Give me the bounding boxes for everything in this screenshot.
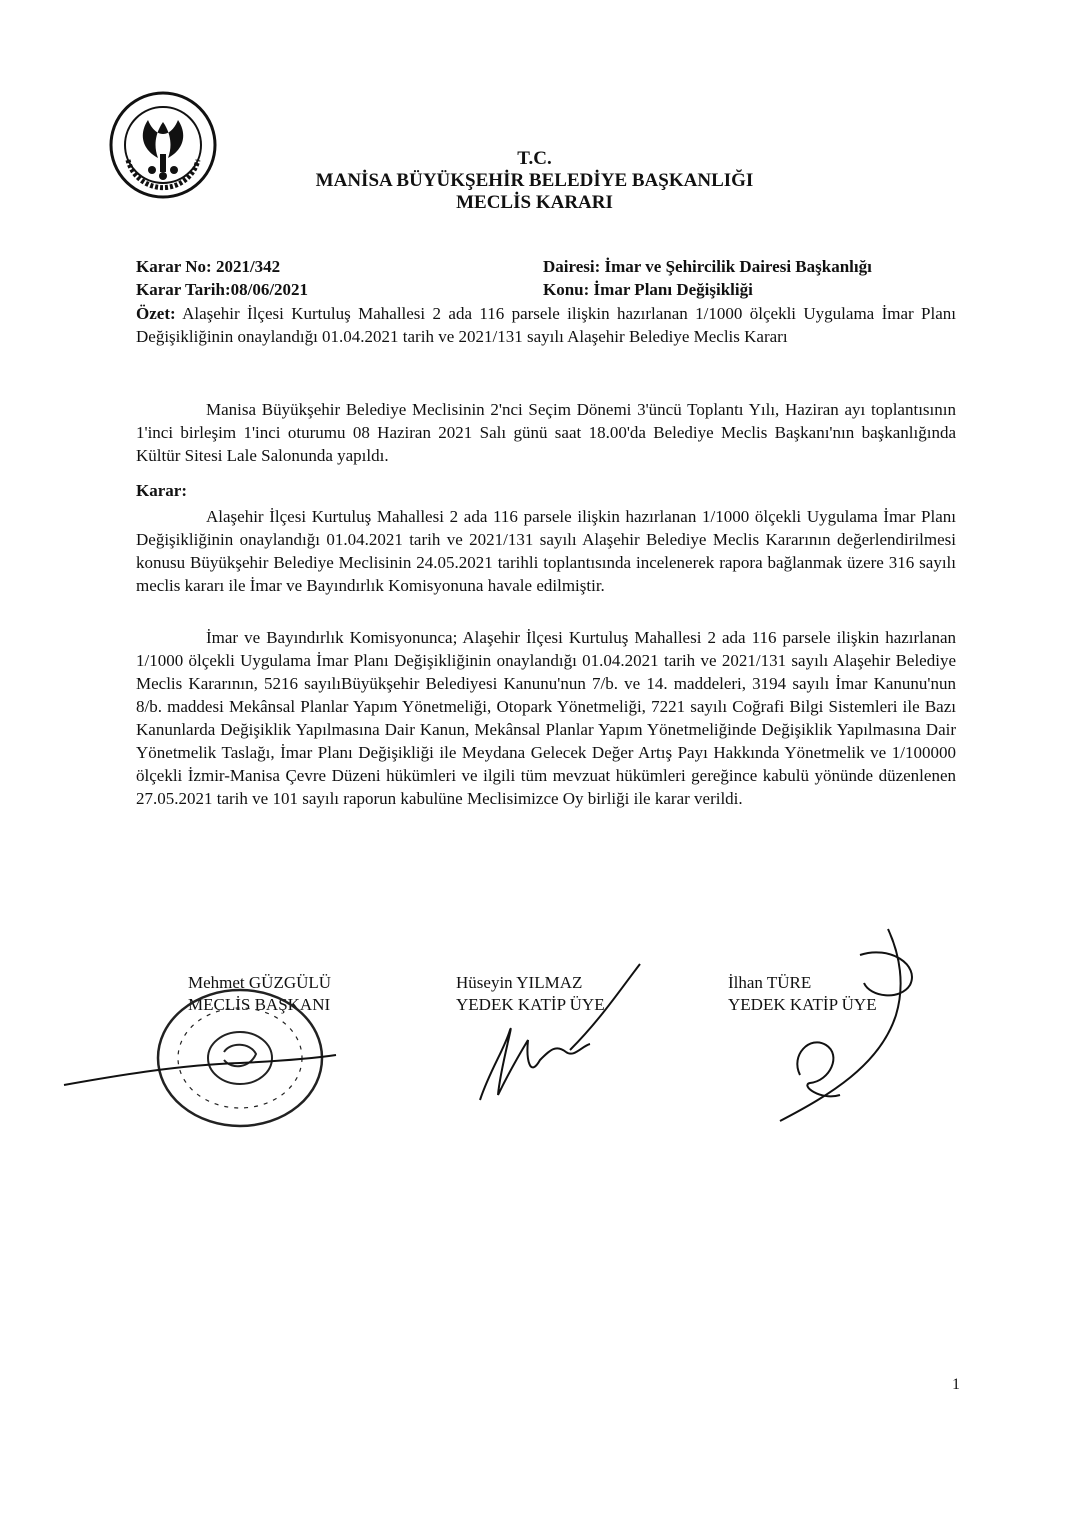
decision-number: Karar No: 2021/342 xyxy=(136,257,281,276)
decision-paragraph-1: Alaşehir İlçesi Kurtuluş Mahallesi 2 ada 116 parsele ilişkin hazırlanan 1/1000 ölçekli Uygulama İmar Planı Değişikliğinin onaylandığı 01.04.2021 tarih ve 2021/131 sayılı Alaşehir Belediye Meclis Kararının değerlendirilmesi konusu Büyükşehir Belediye Meclisinin 24.05.2021 tarihli toplantısında incelenerek rapora bağlanmak üzere 316 sayılı meclis kararı ile İmar ve Bayındırlık Komisyonuna havale edilmiştir. xyxy=(136,507,956,595)
signature-name: İlhan TÜRE xyxy=(728,973,812,992)
summary-text: Alaşehir İlçesi Kurtuluş Mahallesi 2 ada 116 parsele ilişkin hazırlanan 1/1000 ölçekli Uygulama İmar Planı Değişikliğinin onaylandığı 01.04.2021 tarih ve 2021/131 sayılı Alaşehir Belediye Meclis Kararı xyxy=(136,304,956,346)
clerk-2-signature-mark xyxy=(760,925,930,1125)
header-doc-type: MECLİS KARARI xyxy=(456,192,613,213)
signature-title: YEDEK KATİP ÜYE xyxy=(728,995,877,1014)
decision-paragraph-2: İmar ve Bayındırlık Komisyonunca; Alaşehir İlçesi Kurtuluş Mahallesi 2 ada 116 parsele ilişkin hazırlanan 1/1000 ölçekli Uygulama İmar Planı Değişikliğinin onaylandığı 01.04.2021 tarih ve 2021/131 sayılı Alaşehir Belediye Meclis Kararının, 5216 sayılıBüyükşehir Belediyesi Kanunu'nun 7/b. ve 14. maddeleri, 3194 sayılı İmar Kanunu'nun 8/b. maddesi Mekânsal Planlar Yapım Yönetmeliği, Otopark Yönetmeliği, 7221 sayılı Coğrafi Bilgi Sistemleri ile Bazı Kanunlarda Değişiklik Yapılmasına Dair Kanun, Mekânsal Planlar Yapım Yönetmeliğinde Değişiklik Yapılmasına Dair Yönetmelik Taslağı, İmar Planı Değişikliği ile Meydana Gelecek Değer Artış Payı Hakkında Yönetmelik ve 1/100000 ölçekli İzmir-Manisa Çevre Düzeni hükümleri ve ilgili tüm mevzuat hükümleri gereğince kabulü yönünde düzenlenen 27.05.2021 tarih ve 101 sayılı raporun kabulüne Meclisimizce Oy birliği ile karar verildi. xyxy=(136,628,956,808)
signature-title: YEDEK KATİP ÜYE xyxy=(456,995,605,1014)
document-header xyxy=(0,148,1069,214)
signature-block-clerk-1 xyxy=(456,972,605,1016)
decision-date: Karar Tarih:08/06/2021 xyxy=(136,280,309,299)
signature-title: MECLİS BAŞKANI xyxy=(188,995,331,1014)
signature-block-chair xyxy=(188,972,331,1016)
page-number: 1 xyxy=(952,1376,960,1393)
signature-name: Mehmet GÜZGÜLÜ xyxy=(188,973,332,992)
signature-block-clerk-2 xyxy=(728,972,877,1016)
department: Dairesi: İmar ve Şehircilik Dairesi Başkanlığı xyxy=(543,257,872,276)
summary-label: Özet: xyxy=(136,304,176,323)
chair-signature-mark xyxy=(60,1045,340,1095)
summary-paragraph xyxy=(136,302,956,348)
header-republic: T.C. xyxy=(517,148,552,169)
decision-label: Karar: xyxy=(136,481,187,500)
subject: Konu: İmar Planı Değişikliği xyxy=(543,280,753,299)
signature-name: Hüseyin YILMAZ xyxy=(456,973,583,992)
session-intro-paragraph: Manisa Büyükşehir Belediye Meclisinin 2'nci Seçim Dönemi 3'üncü Toplantı Yılı, Haziran ayı toplantısının 1'inci birleşim 1'inci oturumu 08 Haziran 2021 Salı günü saat 18.00'da Belediye Meclis Başkanı'nın başkanlığında Kültür Sitesi Lale Salonunda yapıldı. xyxy=(136,400,956,465)
header-institution: MANİSA BÜYÜKŞEHİR BELEDİYE BAŞKANLIĞI xyxy=(315,170,754,191)
